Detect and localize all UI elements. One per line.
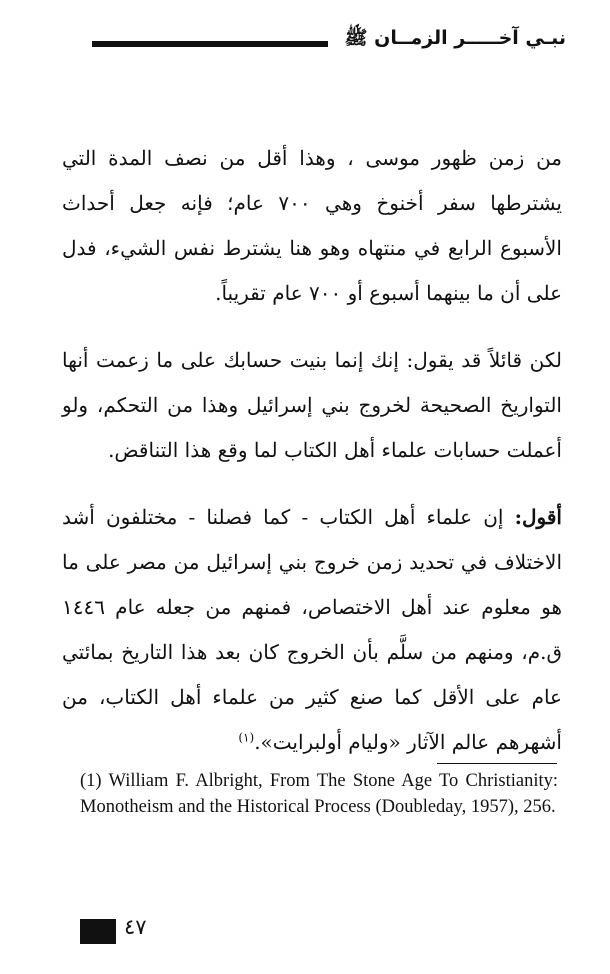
page-marker-box	[80, 919, 116, 944]
footnote-separator	[437, 763, 557, 764]
paragraph-1	[62, 136, 562, 316]
running-header-title: نبـي آخـــــر الزمــان ﷺ	[344, 27, 566, 49]
footnote-reference: (١)	[238, 730, 255, 745]
page-number: ٤٧	[124, 915, 147, 939]
body-text	[62, 136, 562, 765]
paragraph-1-text: من زمن ظهور موسى ، وهذا أقل من نصف المدة التي يشترطها سفر أخنوخ وهي ٧٠٠ عام؛ فإنه جعل أحداث الأسبوع الرابع في منتهاه وهو هنا يشترط نفس الشيء، فدل على أن ما بينهما أسبوع أو ٧٠٠ عام تقريباً.	[62, 146, 562, 305]
footnote-text: (1) William F. Albright, From The Stone Age To Christianity: Monotheism and the Historical Process (Doubleday, 1957), 256.	[80, 771, 558, 817]
paragraph-3-text: إن علماء أهل الكتاب - كما فصلنا - مختلفون أشد الاختلاف في تحديد زمن خروج بني إسرائيل من مصر على ما هو معلوم عند أهل الاختصاص، فمنهم من جعله عام ١٤٤٦ ق.م، ومنهم من سلَّم بأن الخروج كان بعد هذا التاريخ بمائتي عام على الأقل كما صنع كثير من علماء أهل الكتاب، من أشهرهم عالم الآثار «وليام أولبرايت».	[62, 505, 562, 754]
paragraph-2-text: لكن قائلاً قد يقول: إنك إنما بنيت حسابك على ما زعمت أنها التواريخ الصحيحة لخروج بني إسرائيل وهذا من التحكم، ولو أعملت حسابات علماء أهل الكتاب لما وقع هذا التناقض.	[62, 348, 562, 462]
paragraph-3-lead: أقول:	[514, 505, 562, 529]
header-rule	[92, 41, 328, 47]
paragraph-3	[62, 495, 562, 765]
paragraph-2	[62, 338, 562, 473]
